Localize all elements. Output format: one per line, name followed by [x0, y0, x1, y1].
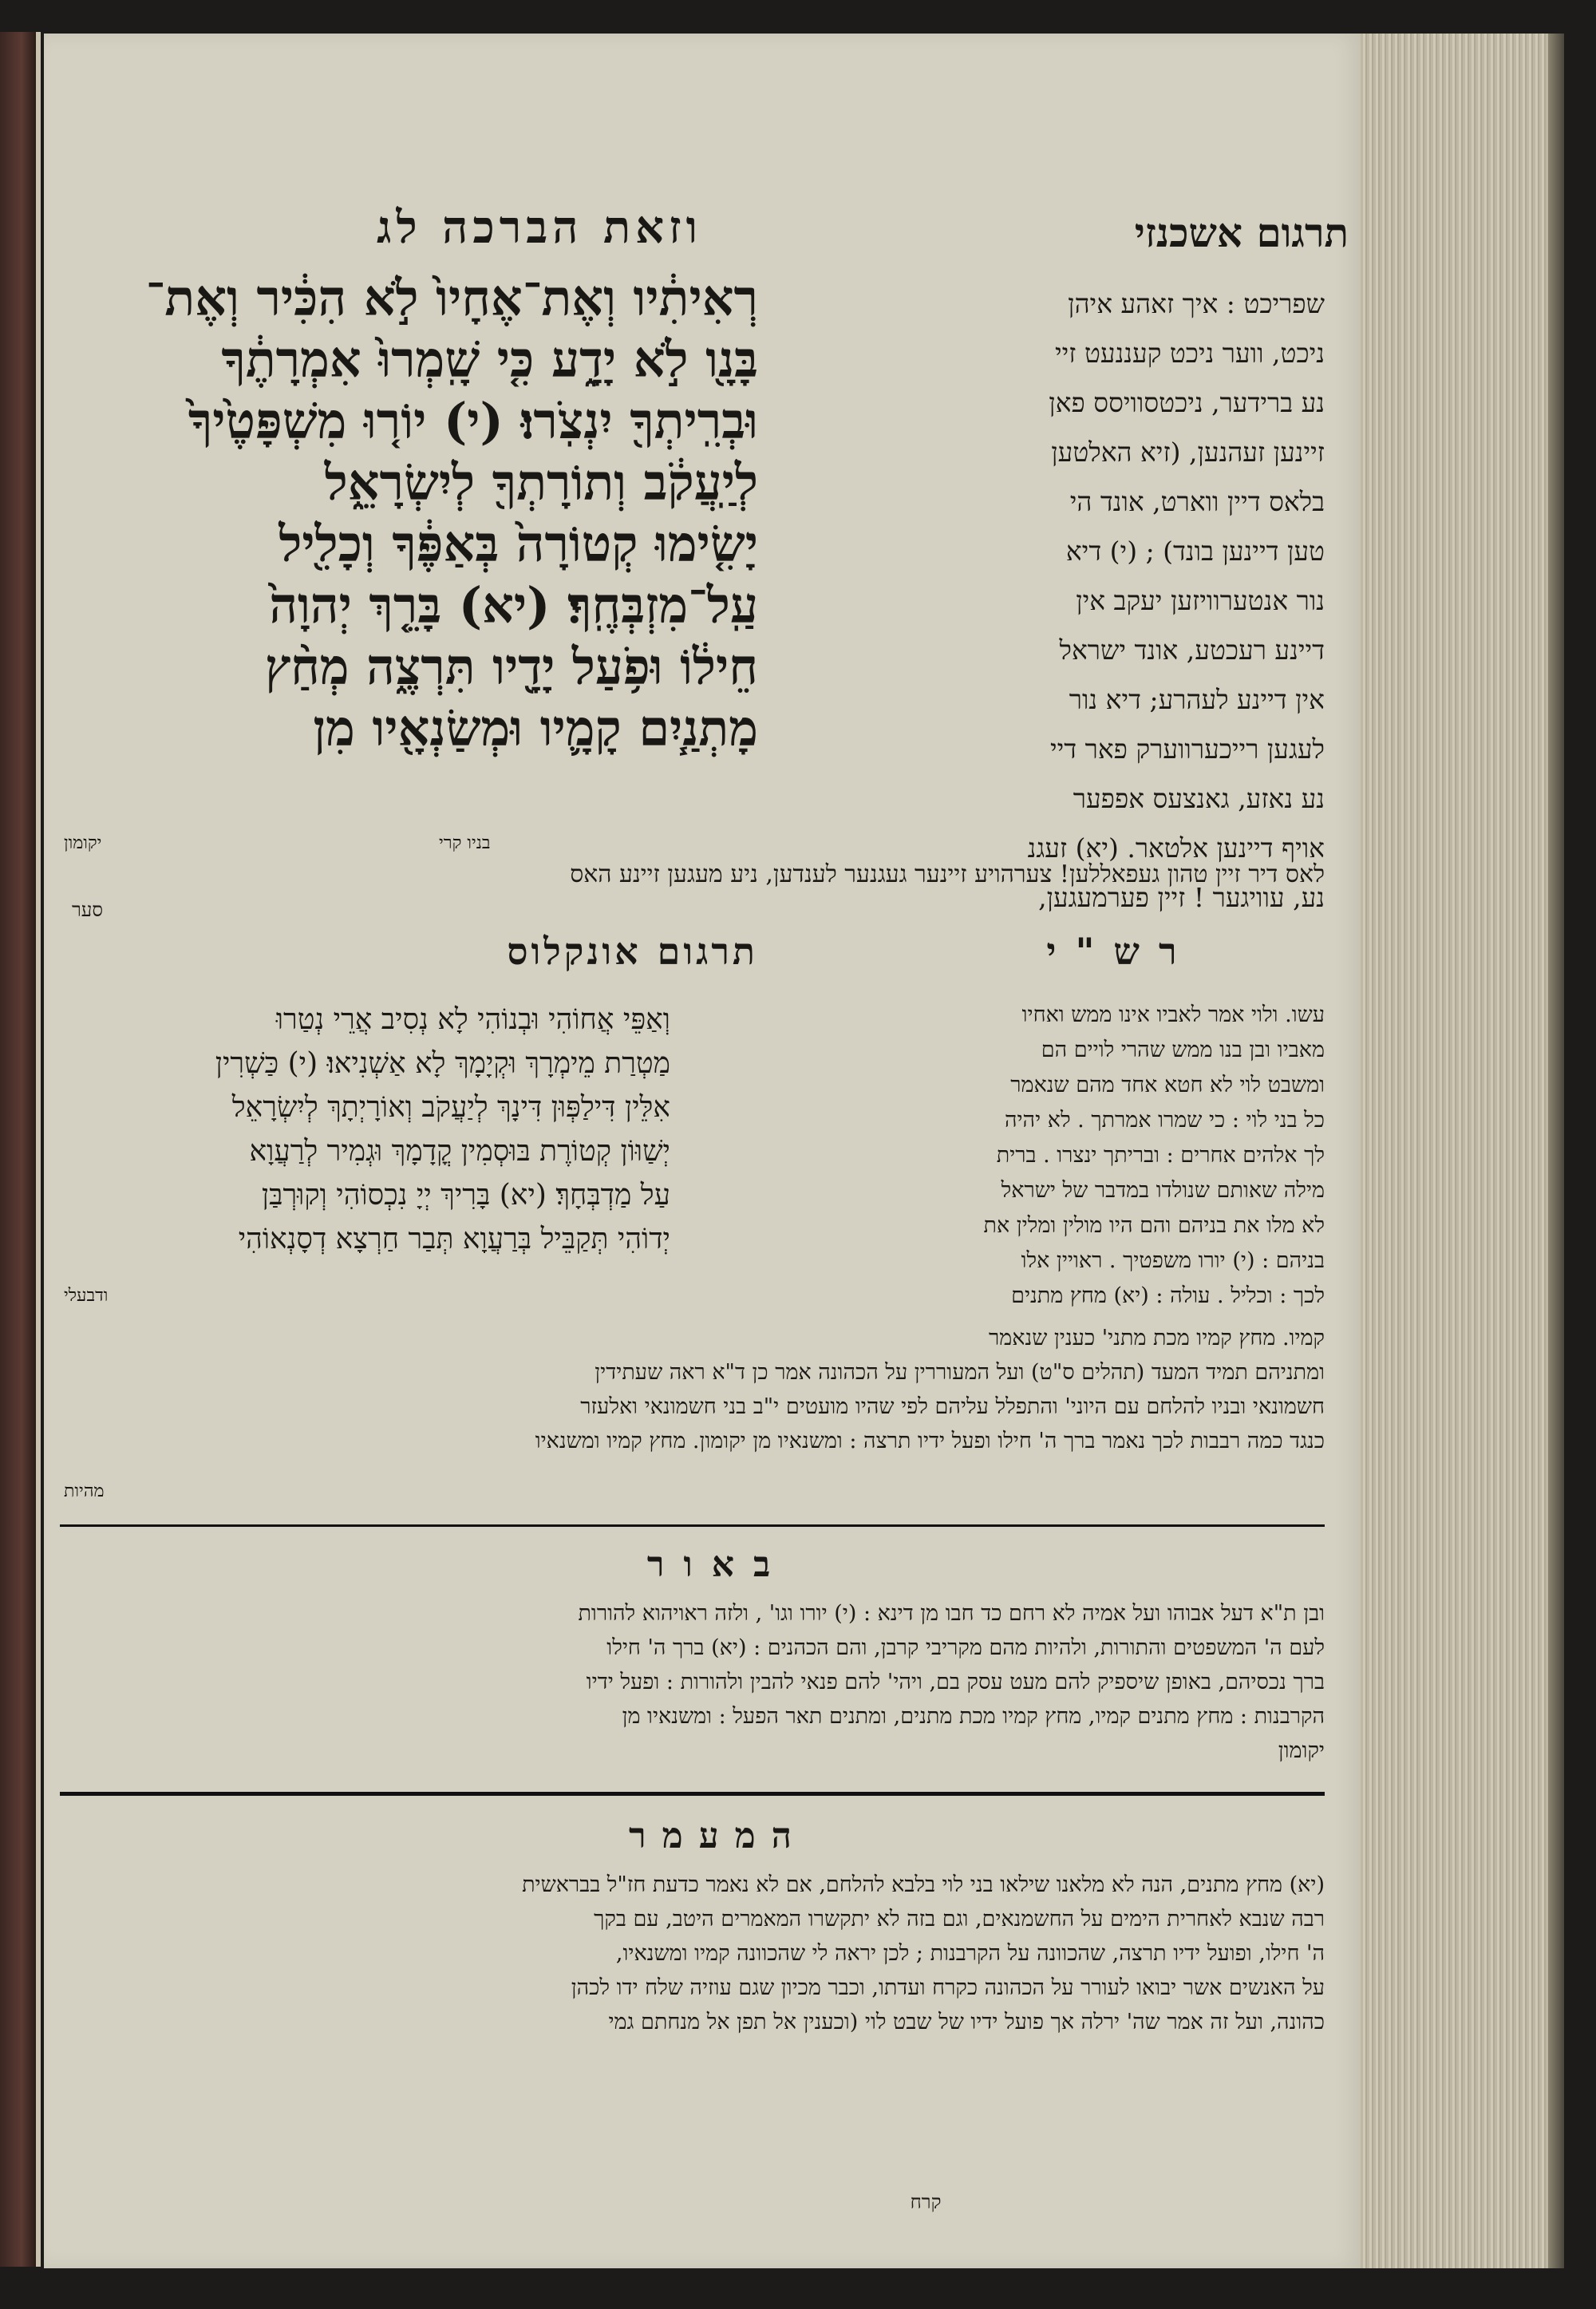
hameamer-body — [56, 1868, 1325, 2107]
text-line: אויף דיינען אלטאר. (יא) זעגנ — [1027, 832, 1325, 864]
onkelos-header: תרגום אונקלוס — [507, 930, 758, 973]
section-divider — [60, 1524, 1325, 1527]
text-line: לכך : וכליל . עולה : (יא) מחץ מתנים — [1011, 1283, 1325, 1308]
text-line: דיינע רעכטע, אונד ישראל — [1059, 635, 1325, 666]
verse-line: בָּנָ֖ו לֹ֣א יָדָ֑ע כִּ֤י שָֽׁמְרוּ֙ אִמְרָתֶ֔ךָ — [221, 330, 758, 389]
verse-line: חֵיל֔וֹ וּפֹ֥עַל יָדָ֖יו תִּרְצֶ֑ה מְחַ֨ץ — [264, 638, 758, 696]
text-line: לך אלהים אחרים : ובריתך ינצרו . ברית — [996, 1143, 1325, 1168]
continuation-line — [64, 860, 1325, 888]
catchword: קרח — [910, 2191, 942, 2213]
text-line: מַטְרַת מֵימְרָךְ וּקְיָמָךְ לָא אַשְׁנִיאוּ׃ (י) כַּשְׁרִין — [215, 1047, 670, 1080]
onkelos-column — [56, 998, 670, 1333]
text-line: חשמונאי ובניו להלחם עם היוני' והתפלל עליהם לפי שהיו מועטים י"ב בני חשמונאי ואלעזר — [580, 1394, 1325, 1419]
text-line: בלאס דיין ווארט, אונד הי — [1069, 486, 1325, 517]
verse-line: רְאִיתִ֔יו וְאֶת־אֶחָיו֙ לֹ֣א הִכִּ֔יר וְאֶת־ — [145, 269, 758, 327]
parsha-header: וזאת הברכה לג — [376, 201, 702, 254]
targum-last-line: לאס דיר זיין טהון געפאללען! — [1059, 860, 1325, 888]
text-line: קמיו. מחץ קמיו מכת מתני' כענין שנאמר — [988, 1326, 1325, 1350]
text-line: ובן ת"א דעל אבוהו ועל אמיה לא רחם כד חבו מן דינא : (י) יורו וגו' , ולזה ראויהוא להורות — [578, 1601, 1325, 1626]
rashi-tail: מהיות — [64, 1481, 105, 1501]
text-line: ניכט, ווער ניכט קעננעט זיי — [1054, 338, 1325, 369]
text-line: מילה שאותם שנולדו במדבר של ישראל — [1001, 1178, 1325, 1203]
kri-note: בניו קרי — [439, 833, 491, 853]
verse-line: מָתְנַ֧יִם קָמָ֛יו וּמְשַׂנְאָ֖יו מִן — [313, 699, 758, 757]
text-line: בניהם : (י) יורו משפטיך . ראויין אלו — [1021, 1248, 1325, 1273]
text-line: נע ברידער, ניכטסוויסס פאן — [1049, 387, 1325, 418]
text-line: אין דיינע לעהרע; דיא נור — [1069, 684, 1325, 715]
continuation-tail: סער — [72, 899, 104, 921]
verse-line: עַֽל־מִזְבְּחֶֽךָ׃ (יא) בָּרֵ֤ךְ יְהוָה֙ — [269, 576, 758, 635]
text-line: יְשַׁוּוֹן קְטוֹרֶת בּוּסְמִין קֳדָמָךְ וּגְמִיר לְרַעֲוָא — [249, 1135, 670, 1168]
text-line: נע, עוויגער ! זיין פערמעגען, — [1038, 882, 1325, 913]
rashi-full-width — [56, 1321, 1325, 1465]
onkelos-tail: ודבעלי — [64, 1286, 109, 1306]
text-line: וְאַפֵּי אֲחוֹהִי וּבְנוֹהִי לָא נְסִיב אֲרֵי נְטַרוּ — [275, 1003, 670, 1036]
text-line: עשו. ולוי אמר לאביו אינו ממש ואחיו — [1021, 1002, 1325, 1027]
text-line: על האנשים אשר יבואו לעורר על הכהונה כקרח ועדתו, וכבר מכיון שגם עוזיה שלח ידו לכהן — [571, 1975, 1325, 2000]
torah-text-column — [56, 267, 758, 850]
verse-line: וּבְרִֽיתְךָ֖ יִנְצֹֽרוּ׃ (י) יוֹר֤וּ מִשְׁפָּטֶ֙יךָ֙ — [188, 392, 758, 450]
text-line: כהונה, ועל זה אמר שה' ירלה אך פועל ידיו של שבט לוי (וכענין אל תפן אל מנחתם גמי — [608, 2010, 1325, 2034]
text-line: עַל מַדְבְּחָךְ׃ (יא) בָּרִיךְ יְיָ נִכְסוֹהִי וְקוּרְבַּן — [261, 1179, 670, 1212]
biur-header: באור — [646, 1544, 790, 1585]
book-spine — [0, 32, 41, 2267]
text-line: זיינען זעהנען, (זיא האלטען — [1051, 437, 1325, 468]
text-line: נור אנטערוויזען יעקב אין — [1076, 585, 1325, 616]
margin-note: יקומון — [64, 833, 102, 853]
text-line: לא מלו את בניהם והם היו מולין ומלין את — [983, 1213, 1325, 1238]
page-edges — [1361, 34, 1564, 2268]
text-line: מאביו ובן בנו ממש שהרי לויים הם — [1041, 1038, 1325, 1062]
text-line: נע נאזע, גאנצעס אפפער — [1073, 783, 1325, 814]
text-line: (יא) מחץ מתנים, הנה לא מלאנו שילאו בני לוי בלבא להלחם, אם לא נאמר כדעת חז"ל בבראשית — [522, 1872, 1325, 1897]
rashi-header: רש"י — [1046, 930, 1196, 973]
targum-continuation: צערהויע זיינער געגנער לענדען, ניע מעגען זיינע האס — [570, 860, 1053, 888]
text-line: לעגען רייכערווערק פאר דיי — [1049, 733, 1325, 765]
text-line: כל בני לוי : כי שמרו אמרתך . לא יהיה — [1004, 1108, 1325, 1133]
text-line: יְדוֹהִי תְּקַבֵּיל בְּרַעֲוָא תְּבַר חַרְצָא דְסָנְאוֹהִי — [238, 1223, 670, 1255]
text-line: כנגד כמה רבבות לכך נאמר ברך ה' חילו ופעל ידיו תרצה : ומשנאיו מן יקומון. מחץ קמיו ומשנאיו — [535, 1429, 1325, 1453]
biur-body — [56, 1596, 1325, 1772]
text-line: ברך נכסיהם, באופן שיספיק להם מעט עסק בם, ויהי' להם פנאי להבין ולהורות : ופעל ידיו — [586, 1670, 1325, 1694]
text-line: ה' חילו, ופועל ידיו תרצה, שהכוונה על הקרבנות ; לכן יראה לי שהכוונה קמיו ומשנאיו, — [615, 1941, 1325, 1966]
text-line: אִלֵּין דִּילַפְּוּן דִּינָךְ לְיַעֲקֹב וְאוֹרָיְתָךְ לְיִשְׂרָאֵל — [231, 1091, 670, 1124]
targum-ashkenazi-column — [758, 279, 1325, 942]
text-line: הקרבנות : מחץ מתנים קמיו, מחץ קמיו מכת מתנים, ומתנים תאר הפעל : ומשנאיו מן — [622, 1704, 1325, 1729]
verse-line: יָשִׂ֤ימוּ קְטוֹרָה֙ בְּאַפֶּ֔ךָ וְכָלִ֖יל — [279, 515, 758, 573]
section-divider — [60, 1792, 1325, 1796]
text-line: ומתניהם תמיד המעד (תהלים ס"ט) ועל המעוררין על הכהונה אמר כן ד"א ראה שעתידין — [595, 1360, 1325, 1385]
targum-ashkenazi-header: תרגום אשכנזי — [1134, 209, 1349, 256]
text-line: רבה שנבא לאחרית הימים על החשמנאים, וגם בזה לא יתקשרו המאמרים היטב, עם בקך — [594, 1907, 1325, 1931]
hameamer-header: המעמר — [629, 1816, 808, 1856]
rashi-column — [678, 998, 1325, 1333]
verse-line: לְיַֽעֲקֹ֔ב וְתוֹרָתְךָ֖ לְיִשְׂרָאֵ֑ל — [324, 453, 758, 512]
text-line: יקומון — [1278, 1738, 1325, 1763]
text-line: טען דיינען בונד) ; (י) דיא — [1065, 536, 1325, 567]
text-line: שפריכט : איך זאהע איהן — [1068, 288, 1325, 319]
text-line: לעם ה' המשפטים והתורות, ולהיות מהם מקריבי קרבן, והם הכהנים : (יא) ברך ה' חילו — [606, 1635, 1325, 1660]
text-line: ומשבט לוי לא חטא אחד מהם שנאמר — [1010, 1073, 1325, 1097]
